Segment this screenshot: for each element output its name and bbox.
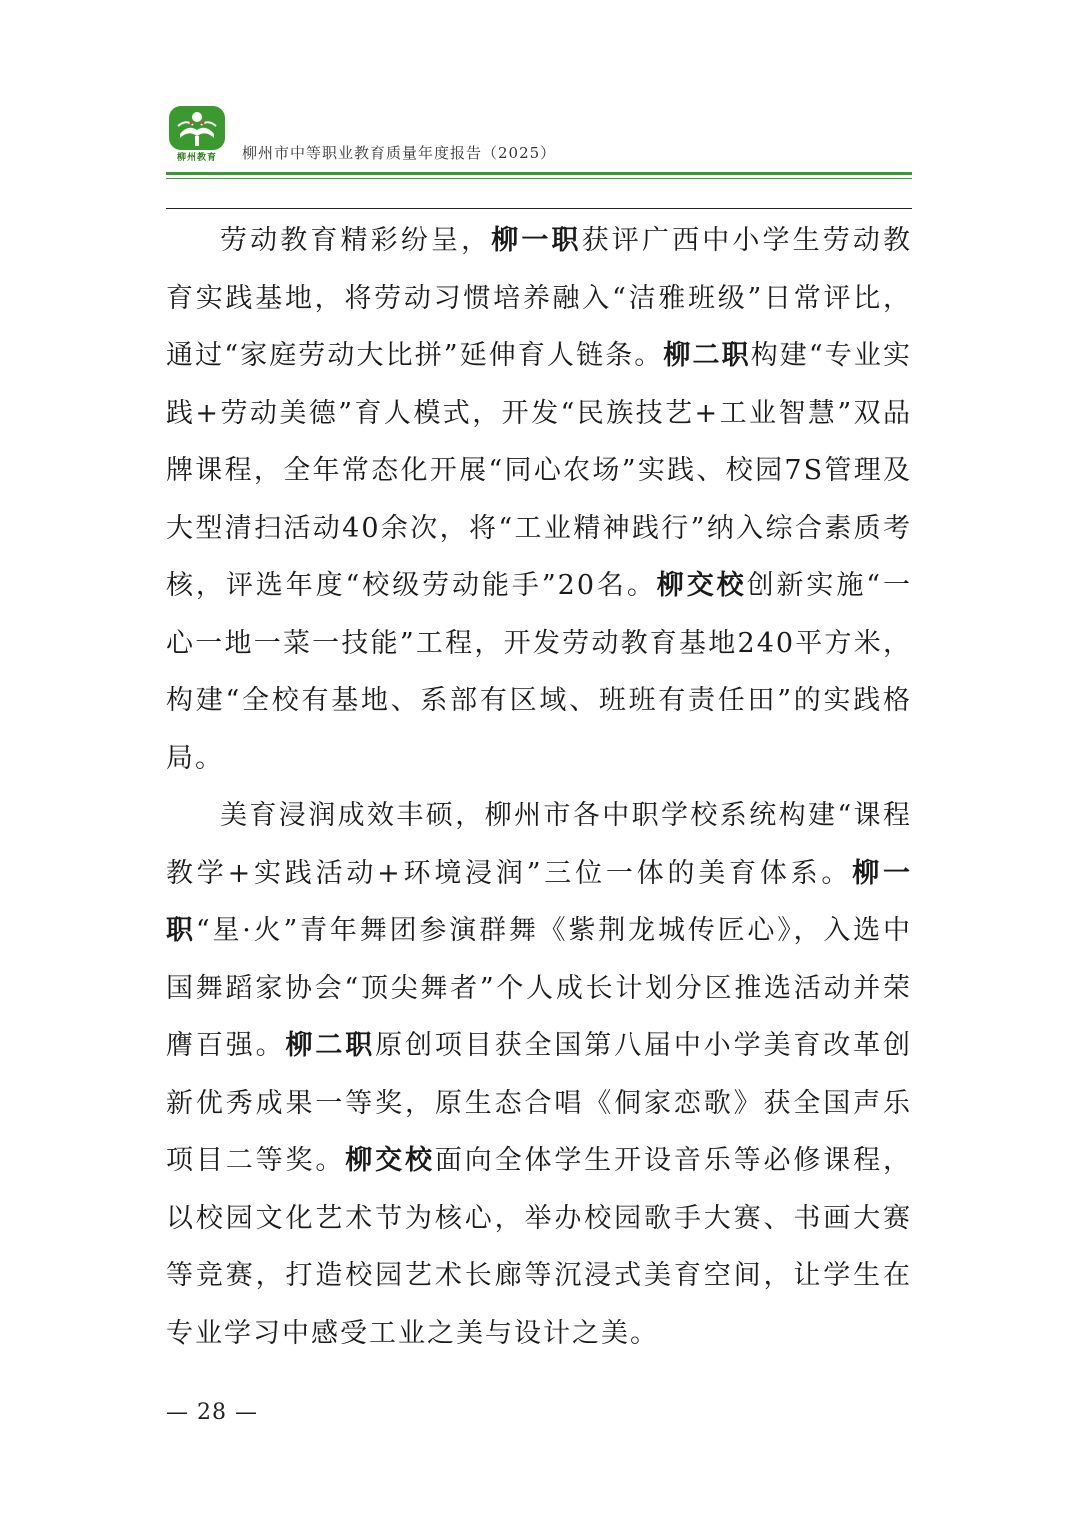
school-name-liuyizhi: 柳一职	[166, 857, 912, 946]
paragraph-segment: 获评广西中小学生劳动教育实践基地，将劳动习惯培养融入“洁雅班级”日常评比，通过“家庭劳动大比拼”延伸育人链条。	[166, 225, 913, 371]
paragraph-labor-education	[166, 212, 912, 787]
school-name-liuerzhi: 柳二职	[285, 1030, 376, 1061]
school-name-liujiaoxiao: 柳交校	[345, 1145, 435, 1176]
header-rule-thin	[166, 178, 912, 179]
paragraph-segment: 构建“专业实践+劳动美德”育人模式，开发“民族技艺+工业智慧”双品牌课程，全年常态化开展“同心农场”实践、校园7S管理及大型清扫活动40余次，将“工业精神践行”纳入综合素质考核，评选年度“校级劳动能手”20名。	[166, 340, 913, 601]
content-top-rule	[166, 208, 912, 209]
logo-icon	[166, 104, 228, 154]
logo	[166, 104, 228, 166]
paragraph-segment: 创新实施“一心一地一菜一技能”工程，开发劳动教育基地240平方米，构建“全校有基地、系部有区域、班班有责任田”的实践格局。	[166, 570, 912, 774]
logo-text: 柳州教育	[176, 153, 217, 163]
header-rule-thick	[166, 172, 912, 175]
paragraph-segment: 劳动教育精彩纷呈，	[220, 225, 492, 256]
school-name-liuyizhi: 柳一职	[491, 225, 582, 256]
paragraph-segment: “星·火”青年舞团参演群舞《紫荆龙城传匠心》，入选中国舞蹈家协会“顶尖舞者”个人成长计划分区推选活动并荣膺百强。	[166, 915, 912, 1061]
page-number: — 28 —	[166, 1400, 258, 1425]
school-name-liujiaoxiao: 柳交校	[656, 570, 747, 601]
paragraph-segment: 面向全体学生开设音乐等必修课程，以校园文化艺术节为核心，举办校园歌手大赛、书画大赛等竞赛，打造校园艺术长廊等沉浸式美育空间，让学生在专业学习中感受工业之美与设计之美。	[166, 1145, 912, 1349]
paragraph-segment: 美育浸润成效丰硕，柳州市各中职学校系统构建“课程教学+实践活动+环境浸润”三位一体的美育体系。	[166, 800, 912, 889]
body-content	[166, 212, 912, 1362]
paragraph-aesthetic-education	[166, 787, 912, 1362]
paragraph-segment: 原创项目获全国第八届中小学美育改革创新优秀成果一等奖，原生态合唱《侗家恋歌》获全国声乐项目二等奖。	[166, 1030, 912, 1176]
header-title: 柳州市中等职业教育质量年度报告（2025）	[242, 144, 557, 162]
school-name-liuerzhi: 柳二职	[663, 340, 751, 371]
